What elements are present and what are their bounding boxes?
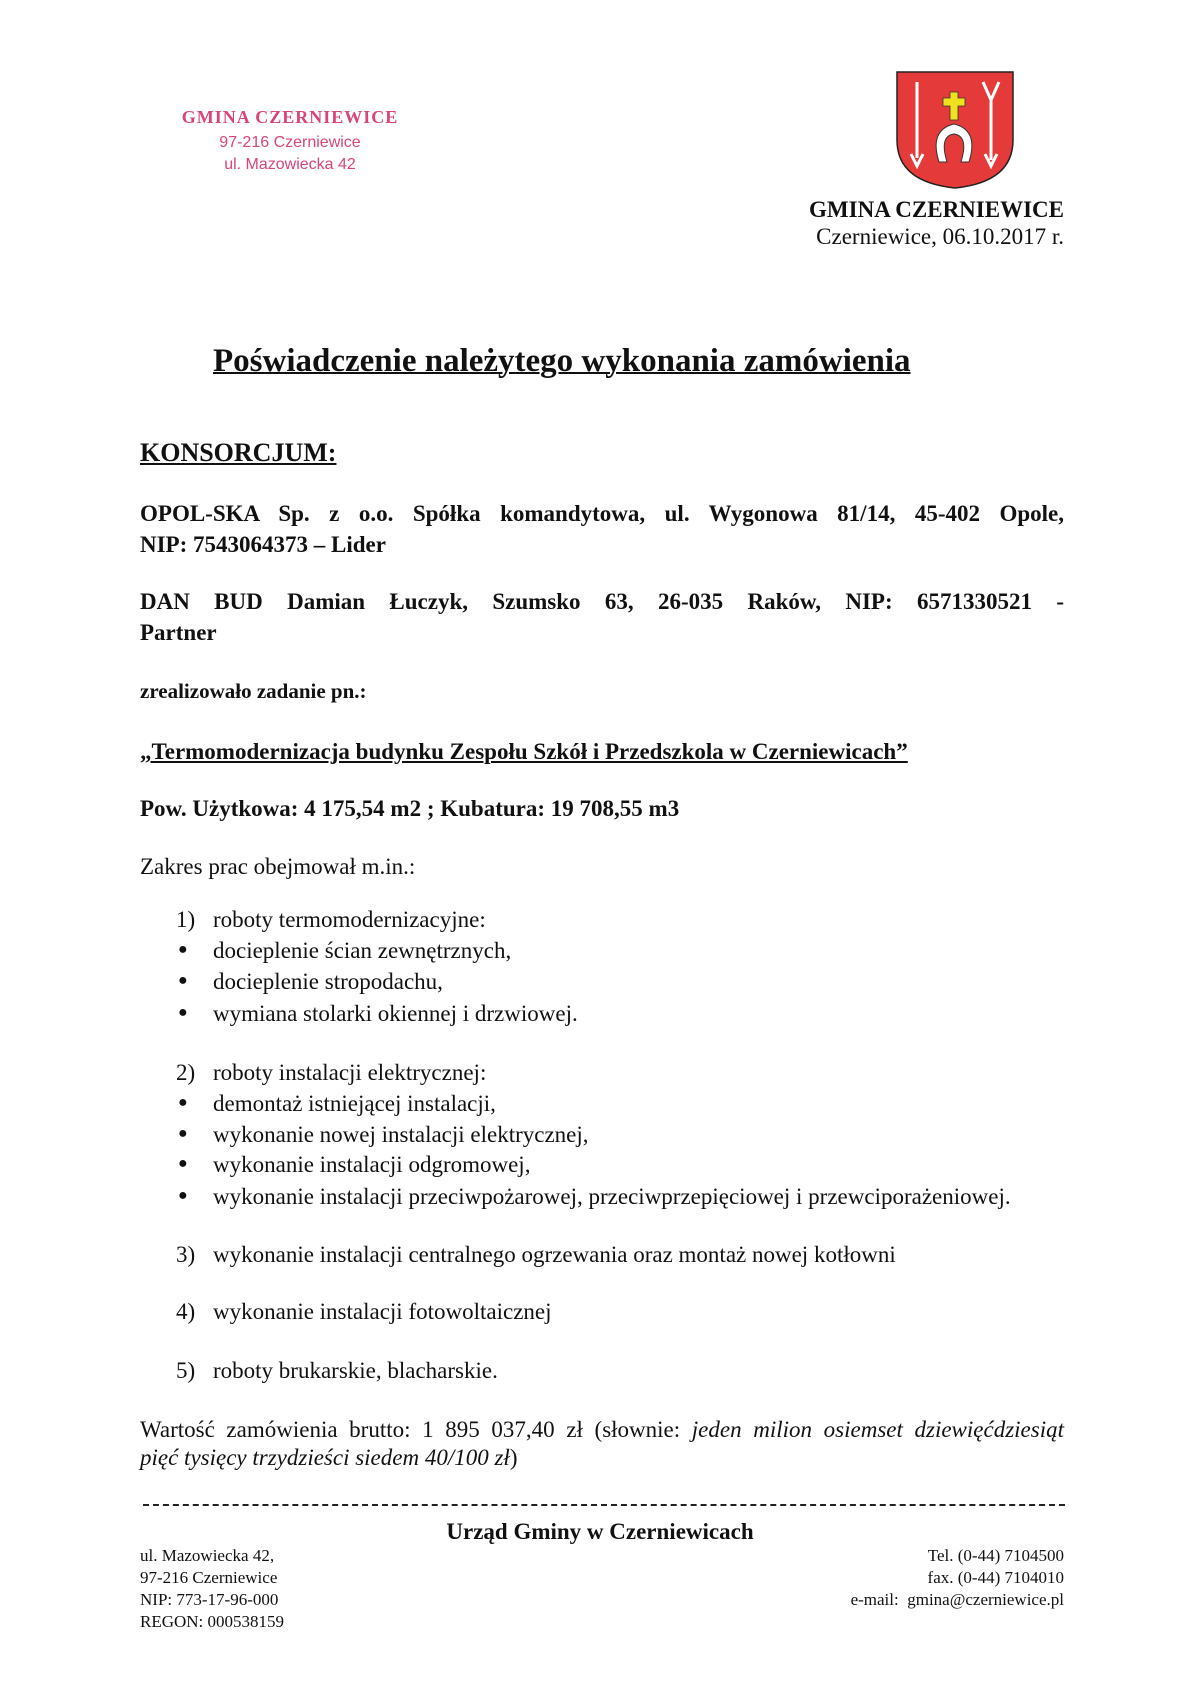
contract-value-words: pięć tysięcy trzydzieści siedem 40/100 zł): [140, 1445, 518, 1470]
list-subitem: wykonanie instalacji przeciwpożarowej, przeciwprzepięciowej i przewciporażeniowej.: [213, 1184, 1011, 1209]
footer-email: e-mail: gmina@czerniewice.pl: [850, 1590, 1064, 1609]
list-item: wykonanie instalacji centralnego ogrzewania oraz montaż nowej kotłowni: [213, 1242, 896, 1267]
list-item: wykonanie instalacji fotowoltaicznej: [213, 1299, 552, 1324]
list-item: roboty instalacji elektrycznej:: [213, 1060, 487, 1085]
stamp-postal: 97-216 Czerniewice: [219, 134, 361, 151]
document-title: Poświadczenie należytego wykonania zamówienia: [213, 343, 911, 379]
list-number: 1): [176, 907, 196, 932]
footer-address: ul. Mazowiecka 42,: [140, 1546, 275, 1565]
area-info: Pow. Użytkowa: 4 175,54 m2 ; Kubatura: 19 708,55 m3: [140, 796, 680, 821]
header-municipality: GMINA CZERNIEWICE: [809, 197, 1064, 222]
partner-line1: DAN BUD Damian Łuczyk, Szumsko 63, 26-035 Raków, NIP: 6571330521 -: [140, 589, 1064, 614]
footer-phone: Tel. (0-44) 7104500: [927, 1546, 1064, 1565]
list-subitem: wymiana stolarki okiennej i drzwiowej.: [213, 1001, 578, 1026]
leader-line2: NIP: 7543064373 – Lider: [140, 532, 386, 557]
list-number: 3): [176, 1242, 196, 1267]
contract-value: Wartość zamówienia brutto: 1 895 037,40 zł (słownie: jeden milion osiemset dziewięćdziesiąt: [140, 1417, 1064, 1442]
scope-intro: Zakres prac obejmował m.in.:: [140, 854, 416, 879]
stamp-street: ul. Mazowiecka 42: [224, 156, 356, 173]
footer-fax: fax. (0-44) 7104010: [927, 1568, 1064, 1587]
list-subitem: docieplenie stropodachu,: [213, 969, 443, 994]
bullet-icon: ●: [178, 941, 188, 958]
bullet-icon: ●: [178, 1155, 188, 1172]
list-number: 5): [176, 1358, 196, 1383]
footer-divider: [143, 1504, 1065, 1506]
list-subitem: docieplenie ścian zewnętrznych,: [213, 938, 512, 963]
bullet-icon: ●: [178, 1094, 188, 1111]
footer-office: Urząd Gminy w Czerniewicach: [446, 1519, 754, 1544]
task-name: „Termomodernizacja budynku Zespołu Szkół i Przedszkola w Czerniewicach”: [140, 739, 908, 764]
bullet-icon: ●: [178, 1004, 188, 1021]
header-date: Czerniewice, 06.10.2017 r.: [816, 224, 1064, 249]
footer-postal: 97-216 Czerniewice: [140, 1568, 278, 1587]
footer-regon: REGON: 000538159: [140, 1612, 285, 1631]
consortium-heading: KONSORCJUM:: [140, 438, 337, 467]
list-subitem: wykonanie instalacji odgromowej,: [213, 1152, 531, 1177]
bullet-icon: ●: [178, 1125, 188, 1142]
bullet-icon: ●: [178, 1187, 188, 1204]
stamp-name: GMINA CZERNIEWICE: [181, 107, 399, 127]
list-item: roboty brukarskie, blacharskie.: [213, 1358, 498, 1383]
partner-line2: Partner: [140, 620, 217, 645]
list-item: roboty termomodernizacyjne:: [213, 907, 486, 932]
bullet-icon: ●: [178, 972, 188, 989]
task-intro: zrealizowało zadanie pn.:: [140, 679, 367, 703]
list-number: 4): [176, 1299, 196, 1324]
list-subitem: wykonanie nowej instalacji elektrycznej,: [213, 1122, 589, 1147]
footer-nip: NIP: 773-17-96-000: [140, 1590, 279, 1609]
coat-of-arms-icon: [895, 70, 1015, 190]
list-number: 2): [176, 1060, 196, 1085]
list-subitem: demontaż istniejącej instalacji,: [213, 1091, 496, 1116]
leader-line1: OPOL-SKA Sp. z o.o. Spółka komandytowa, ul. Wygonowa 81/14, 45-402 Opole,: [140, 501, 1064, 526]
